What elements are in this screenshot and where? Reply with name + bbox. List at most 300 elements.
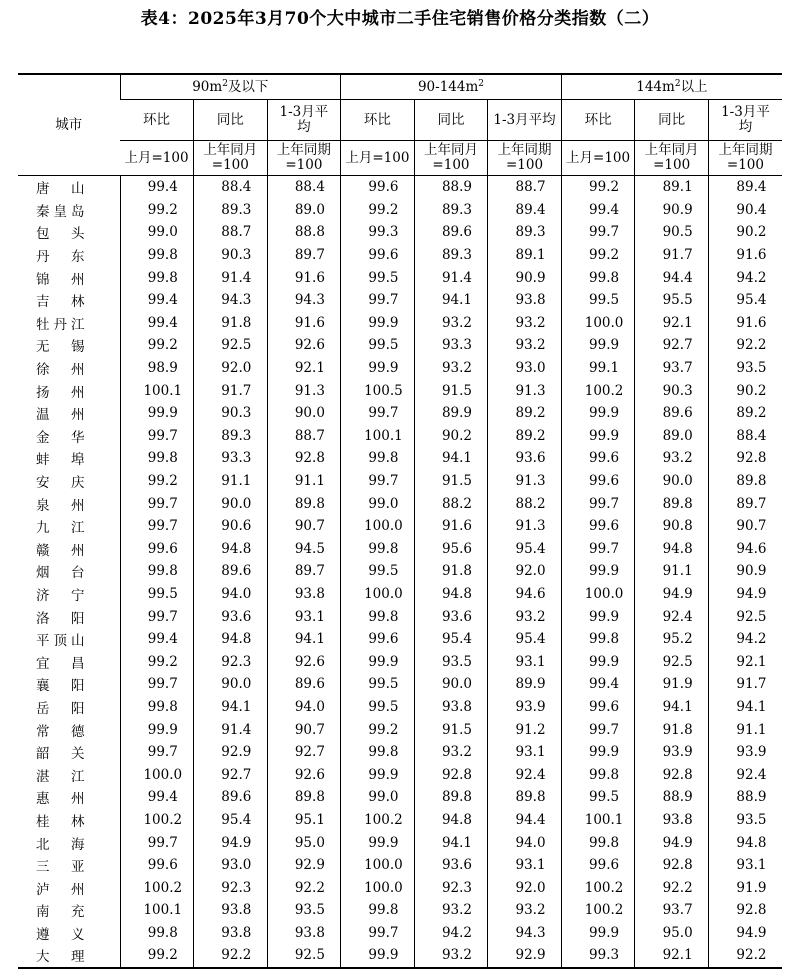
- index-value-cell: 99.7: [561, 718, 635, 741]
- index-value-cell: 89.6: [194, 560, 268, 583]
- index-value-cell: 93.3: [414, 334, 488, 357]
- index-value-cell: 95.4: [194, 809, 268, 832]
- index-value-cell: 94.8: [194, 628, 268, 651]
- table-row: [18, 899, 782, 922]
- city-name-cell: 无锡: [36, 339, 86, 356]
- index-value-cell: 91.9: [708, 876, 782, 899]
- index-value-cell: 99.9: [561, 741, 635, 764]
- index-value-cell: 91.1: [708, 718, 782, 741]
- index-value-cell: 92.2: [635, 876, 709, 899]
- index-value-cell: 92.9: [267, 854, 341, 877]
- city-name-cell: 常德: [36, 723, 86, 740]
- index-value-cell: 99.6: [561, 470, 635, 493]
- index-value-cell: 94.3: [194, 289, 268, 312]
- index-value-cell: 99.3: [561, 944, 635, 968]
- index-value-cell: 99.7: [120, 515, 194, 538]
- index-value-cell: 99.7: [341, 922, 415, 945]
- table-row: [18, 854, 782, 877]
- index-value-cell: 89.3: [414, 199, 488, 222]
- index-value-cell: 90.7: [708, 515, 782, 538]
- index-value-cell: 90.9: [488, 266, 562, 289]
- index-value-cell: 91.3: [488, 515, 562, 538]
- index-value-cell: 88.2: [414, 492, 488, 515]
- index-value-cell: 90.5: [635, 221, 709, 244]
- index-value-cell: 88.2: [488, 492, 562, 515]
- index-value-cell: 95.4: [414, 628, 488, 651]
- city-name-cell: 遵义: [36, 926, 86, 943]
- index-value-cell: 92.6: [267, 334, 341, 357]
- index-value-cell: 94.8: [708, 831, 782, 854]
- city-name-cell: 金华: [36, 429, 86, 446]
- index-value-cell: 99.5: [341, 560, 415, 583]
- city-name-cell: 蚌埠: [36, 452, 86, 469]
- index-value-cell: 94.1: [635, 696, 709, 719]
- sub-header-mom: 环比: [120, 100, 194, 141]
- index-value-cell: 92.1: [267, 357, 341, 380]
- index-value-cell: 93.1: [488, 854, 562, 877]
- index-value-cell: 93.8: [635, 809, 709, 832]
- index-value-cell: 95.1: [267, 809, 341, 832]
- index-value-cell: 89.3: [488, 221, 562, 244]
- sub-header-mom: 环比: [561, 100, 635, 141]
- index-value-cell: 100.2: [561, 379, 635, 402]
- index-value-cell: 92.9: [194, 741, 268, 764]
- index-value-cell: 99.8: [561, 763, 635, 786]
- city-name-cell: 丹东: [36, 249, 86, 266]
- index-value-cell: 90.2: [414, 425, 488, 448]
- city-name-cell: 洛阳: [36, 610, 86, 627]
- index-value-cell: 99.8: [120, 696, 194, 719]
- index-value-cell: 91.8: [414, 560, 488, 583]
- index-value-cell: 90.0: [635, 470, 709, 493]
- index-value-cell: 89.8: [488, 786, 562, 809]
- table-row: [18, 447, 782, 470]
- index-value-cell: 94.1: [414, 447, 488, 470]
- index-value-cell: 99.4: [120, 786, 194, 809]
- table-row: [18, 221, 782, 244]
- index-value-cell: 92.6: [267, 763, 341, 786]
- index-value-cell: 93.2: [488, 605, 562, 628]
- city-name-cell: 惠州: [36, 791, 86, 808]
- index-value-cell: 89.2: [488, 402, 562, 425]
- index-value-cell: 92.1: [635, 312, 709, 335]
- sub-header-yoy: 同比: [414, 100, 488, 141]
- index-value-cell: 94.1: [414, 289, 488, 312]
- index-value-cell: 94.8: [414, 809, 488, 832]
- index-value-cell: 94.3: [267, 289, 341, 312]
- index-value-cell: 95.4: [488, 628, 562, 651]
- index-value-cell: 99.6: [341, 628, 415, 651]
- index-value-cell: 90.9: [635, 199, 709, 222]
- index-value-cell: 99.2: [120, 199, 194, 222]
- index-value-cell: 92.3: [194, 876, 268, 899]
- index-value-cell: 99.9: [341, 944, 415, 968]
- index-value-cell: 89.2: [708, 402, 782, 425]
- index-value-cell: 99.8: [341, 605, 415, 628]
- index-value-cell: 95.2: [635, 628, 709, 651]
- index-value-cell: 89.9: [488, 673, 562, 696]
- index-value-cell: 91.1: [267, 470, 341, 493]
- city-name-cell: 宜昌: [36, 655, 86, 672]
- index-value-cell: 89.0: [635, 425, 709, 448]
- table-row: [18, 922, 782, 945]
- index-value-cell: 92.5: [194, 334, 268, 357]
- index-value-cell: 89.4: [708, 176, 782, 199]
- index-value-cell: 91.4: [194, 266, 268, 289]
- city-name-cell: 北海: [36, 836, 86, 853]
- index-value-cell: 93.8: [488, 289, 562, 312]
- base-header: 上年同月=100: [414, 141, 488, 176]
- index-value-cell: 88.9: [414, 176, 488, 199]
- index-value-cell: 99.8: [120, 266, 194, 289]
- index-value-cell: 92.9: [488, 944, 562, 968]
- index-value-cell: 93.7: [635, 357, 709, 380]
- index-value-cell: 100.0: [341, 854, 415, 877]
- base-header: 上年同期=100: [708, 141, 782, 176]
- index-value-cell: 99.4: [120, 628, 194, 651]
- city-name-cell: 三亚: [36, 859, 86, 876]
- sub-header-avg: 1-3月平均: [267, 100, 341, 141]
- index-value-cell: 99.9: [341, 831, 415, 854]
- index-value-cell: 99.8: [561, 266, 635, 289]
- index-value-cell: 95.6: [414, 538, 488, 561]
- index-value-cell: 99.9: [341, 357, 415, 380]
- index-value-cell: 90.3: [194, 402, 268, 425]
- index-value-cell: 93.2: [414, 312, 488, 335]
- index-value-cell: 94.8: [194, 538, 268, 561]
- index-value-cell: 91.3: [488, 379, 562, 402]
- city-name-cell: 襄阳: [36, 678, 86, 695]
- table-row: [18, 199, 782, 222]
- base-header: 上年同期=100: [488, 141, 562, 176]
- index-value-cell: 99.5: [341, 673, 415, 696]
- index-value-cell: 94.1: [414, 831, 488, 854]
- index-value-cell: 94.8: [635, 538, 709, 561]
- index-value-cell: 91.5: [414, 470, 488, 493]
- city-name-cell: 牡丹江: [36, 316, 86, 333]
- index-value-cell: 92.8: [708, 899, 782, 922]
- index-value-cell: 99.4: [561, 199, 635, 222]
- index-value-cell: 91.6: [708, 244, 782, 267]
- table-row: [18, 402, 782, 425]
- index-value-cell: 91.6: [267, 266, 341, 289]
- index-value-cell: 94.9: [194, 831, 268, 854]
- index-value-cell: 90.2: [708, 379, 782, 402]
- index-value-cell: 93.6: [414, 605, 488, 628]
- index-value-cell: 94.1: [708, 696, 782, 719]
- index-value-cell: 99.9: [561, 334, 635, 357]
- index-value-cell: 99.9: [561, 425, 635, 448]
- table-row: [18, 628, 782, 651]
- city-name-cell: 赣州: [36, 542, 86, 559]
- index-value-cell: 93.9: [635, 741, 709, 764]
- table-row: [18, 425, 782, 448]
- index-value-cell: 93.5: [267, 899, 341, 922]
- index-value-cell: 94.1: [194, 696, 268, 719]
- base-header: 上年同月=100: [194, 141, 268, 176]
- index-value-cell: 98.9: [120, 357, 194, 380]
- index-value-cell: 99.9: [341, 763, 415, 786]
- index-value-cell: 100.5: [341, 379, 415, 402]
- index-value-cell: 91.3: [267, 379, 341, 402]
- index-value-cell: 99.4: [120, 289, 194, 312]
- table-row: [18, 312, 782, 335]
- sub-header-avg: 1-3月平均: [708, 100, 782, 141]
- index-value-cell: 99.4: [561, 673, 635, 696]
- index-value-cell: 92.7: [267, 741, 341, 764]
- index-value-cell: 99.7: [341, 402, 415, 425]
- index-value-cell: 91.2: [488, 718, 562, 741]
- index-value-cell: 99.2: [120, 334, 194, 357]
- table-row: [18, 650, 782, 673]
- index-value-cell: 95.5: [635, 289, 709, 312]
- index-value-cell: 92.7: [635, 334, 709, 357]
- index-value-cell: 93.8: [194, 899, 268, 922]
- table-row: [18, 538, 782, 561]
- table-row: [18, 696, 782, 719]
- index-value-cell: 94.4: [488, 809, 562, 832]
- index-value-cell: 99.7: [341, 470, 415, 493]
- index-value-cell: 99.8: [561, 831, 635, 854]
- index-value-cell: 90.4: [708, 199, 782, 222]
- city-name-cell: 烟台: [36, 565, 86, 582]
- index-value-cell: 93.1: [488, 741, 562, 764]
- city-name-cell: 秦皇岛: [36, 203, 86, 220]
- index-value-cell: 91.9: [635, 673, 709, 696]
- city-name-cell: 吉林: [36, 294, 86, 311]
- index-value-cell: 99.7: [120, 831, 194, 854]
- table-row: [18, 515, 782, 538]
- base-header: 上年同期=100: [267, 141, 341, 176]
- index-value-cell: 93.2: [488, 899, 562, 922]
- city-name-cell: 包头: [36, 226, 86, 243]
- index-value-cell: 94.4: [635, 266, 709, 289]
- index-value-cell: 99.5: [561, 786, 635, 809]
- index-value-cell: 92.0: [488, 560, 562, 583]
- index-value-cell: 99.8: [120, 560, 194, 583]
- index-value-cell: 88.9: [635, 786, 709, 809]
- index-value-cell: 91.4: [414, 266, 488, 289]
- index-value-cell: 90.0: [267, 402, 341, 425]
- index-value-cell: 88.4: [708, 425, 782, 448]
- base-header: 上月=100: [120, 141, 194, 176]
- index-value-cell: 99.7: [561, 538, 635, 561]
- index-value-cell: 91.5: [414, 379, 488, 402]
- index-value-cell: 92.8: [414, 763, 488, 786]
- table-row: [18, 289, 782, 312]
- city-name-cell: 安庆: [36, 475, 86, 492]
- index-value-cell: 99.6: [561, 447, 635, 470]
- index-value-cell: 100.2: [120, 809, 194, 832]
- index-value-cell: 94.6: [488, 583, 562, 606]
- index-value-cell: 99.8: [120, 922, 194, 945]
- table-row: [18, 809, 782, 832]
- index-value-cell: 99.4: [120, 312, 194, 335]
- city-name-cell: 徐州: [36, 362, 86, 379]
- index-value-cell: 99.8: [341, 741, 415, 764]
- index-value-cell: 91.6: [267, 312, 341, 335]
- index-value-cell: 90.3: [194, 244, 268, 267]
- table-row: [18, 763, 782, 786]
- sub-header-mom: 环比: [341, 100, 415, 141]
- index-value-cell: 93.5: [414, 650, 488, 673]
- city-name-cell: 大理: [18, 944, 120, 968]
- index-value-cell: 99.4: [120, 176, 194, 199]
- index-value-cell: 88.7: [267, 425, 341, 448]
- index-value-cell: 93.2: [414, 741, 488, 764]
- index-value-cell: 99.9: [561, 922, 635, 945]
- index-value-cell: 90.0: [414, 673, 488, 696]
- index-value-cell: 99.9: [561, 650, 635, 673]
- index-value-cell: 92.8: [635, 763, 709, 786]
- index-value-cell: 93.5: [708, 809, 782, 832]
- index-value-cell: 99.2: [120, 470, 194, 493]
- index-value-cell: 93.5: [708, 357, 782, 380]
- index-value-cell: 90.7: [267, 718, 341, 741]
- index-value-cell: 99.2: [120, 650, 194, 673]
- table-row: [18, 718, 782, 741]
- index-value-cell: 99.7: [561, 492, 635, 515]
- city-name-cell: 唐山: [36, 181, 86, 198]
- index-value-cell: 89.8: [414, 786, 488, 809]
- index-value-cell: 89.3: [414, 244, 488, 267]
- index-value-cell: 99.5: [120, 583, 194, 606]
- group-header-under-90: $90m^2$及以下: [120, 74, 341, 100]
- index-value-cell: 90.7: [267, 515, 341, 538]
- table-row: [18, 786, 782, 809]
- index-value-cell: 99.5: [341, 696, 415, 719]
- index-value-cell: 99.6: [120, 538, 194, 561]
- index-value-cell: 93.8: [194, 922, 268, 945]
- index-value-cell: 99.8: [341, 538, 415, 561]
- index-value-cell: 88.7: [488, 176, 562, 199]
- index-value-cell: 93.9: [488, 696, 562, 719]
- index-value-cell: 89.1: [488, 244, 562, 267]
- index-value-cell: 93.8: [267, 583, 341, 606]
- index-value-cell: 99.8: [341, 899, 415, 922]
- index-value-cell: 88.4: [267, 176, 341, 199]
- index-value-cell: 99.2: [341, 718, 415, 741]
- index-value-cell: 99.9: [561, 605, 635, 628]
- index-value-cell: 93.7: [635, 899, 709, 922]
- index-value-cell: 89.7: [708, 492, 782, 515]
- table-row: [18, 831, 782, 854]
- sub-header-avg: 1-3月平均: [488, 100, 562, 141]
- sub-header-yoy: 同比: [635, 100, 709, 141]
- index-value-cell: 91.7: [708, 673, 782, 696]
- index-value-cell: 91.6: [414, 515, 488, 538]
- index-value-cell: 94.0: [267, 696, 341, 719]
- index-value-cell: 93.8: [414, 696, 488, 719]
- index-value-cell: 93.2: [414, 357, 488, 380]
- index-value-cell: 92.1: [635, 944, 709, 968]
- index-value-cell: 92.2: [708, 334, 782, 357]
- index-value-cell: 99.7: [120, 673, 194, 696]
- index-value-cell: 89.4: [488, 199, 562, 222]
- index-value-cell: 92.6: [267, 650, 341, 673]
- index-value-cell: 99.2: [120, 944, 194, 968]
- index-value-cell: 92.4: [488, 763, 562, 786]
- index-value-cell: 92.4: [635, 605, 709, 628]
- index-value-cell: 99.6: [341, 244, 415, 267]
- index-value-cell: 91.3: [488, 470, 562, 493]
- index-value-cell: 93.2: [635, 447, 709, 470]
- index-value-cell: 94.8: [414, 583, 488, 606]
- table-body: [18, 176, 782, 968]
- group-header-over-144: $144m^2$以上: [561, 74, 782, 100]
- index-value-cell: 99.0: [120, 221, 194, 244]
- index-value-cell: 99.7: [341, 289, 415, 312]
- index-value-cell: 93.9: [708, 741, 782, 764]
- index-value-cell: 92.8: [708, 447, 782, 470]
- index-value-cell: 92.3: [414, 876, 488, 899]
- index-value-cell: 94.0: [488, 831, 562, 854]
- index-value-cell: 99.7: [120, 425, 194, 448]
- index-value-cell: 91.1: [635, 560, 709, 583]
- index-value-cell: 88.9: [708, 786, 782, 809]
- table-row: [18, 741, 782, 764]
- index-value-cell: 92.3: [194, 650, 268, 673]
- city-name-cell: 锦州: [36, 271, 86, 288]
- index-value-cell: 99.8: [120, 447, 194, 470]
- index-value-cell: 91.8: [194, 312, 268, 335]
- city-name-cell: 湛江: [36, 768, 86, 785]
- index-value-cell: 99.9: [341, 650, 415, 673]
- index-value-cell: 89.1: [635, 176, 709, 199]
- index-value-cell: 99.5: [341, 334, 415, 357]
- index-value-cell: 95.4: [708, 289, 782, 312]
- index-value-cell: 99.8: [120, 244, 194, 267]
- index-value-cell: 93.1: [267, 605, 341, 628]
- index-value-cell: 99.8: [561, 628, 635, 651]
- table-row: [18, 244, 782, 267]
- index-value-cell: 99.7: [120, 605, 194, 628]
- index-value-cell: 90.0: [194, 673, 268, 696]
- city-name-cell: 泸州: [36, 881, 86, 898]
- index-value-cell: 99.0: [341, 786, 415, 809]
- index-value-cell: 99.9: [561, 402, 635, 425]
- table-row: [18, 944, 782, 968]
- table-row: [18, 176, 782, 199]
- index-value-cell: 90.2: [708, 221, 782, 244]
- index-value-cell: 94.2: [414, 922, 488, 945]
- city-name-cell: 泉州: [36, 497, 86, 514]
- city-name-cell: 韶关: [36, 746, 86, 763]
- table-row: [18, 266, 782, 289]
- index-value-cell: 94.9: [708, 583, 782, 606]
- index-value-cell: 99.5: [561, 289, 635, 312]
- index-value-cell: 99.0: [341, 492, 415, 515]
- index-value-cell: 100.0: [561, 312, 635, 335]
- index-value-cell: 94.5: [267, 538, 341, 561]
- index-value-cell: 100.0: [341, 515, 415, 538]
- city-name-cell: 温州: [36, 407, 86, 424]
- index-value-cell: 99.2: [341, 199, 415, 222]
- index-value-cell: 99.8: [341, 447, 415, 470]
- index-value-cell: 100.1: [561, 809, 635, 832]
- table-row: [18, 334, 782, 357]
- index-value-cell: 93.1: [488, 650, 562, 673]
- index-value-cell: 89.8: [267, 492, 341, 515]
- price-index-table: [18, 73, 782, 969]
- index-value-cell: 91.8: [635, 718, 709, 741]
- index-value-cell: 99.7: [120, 741, 194, 764]
- city-name-cell: 扬州: [36, 384, 86, 401]
- index-value-cell: 95.4: [488, 538, 562, 561]
- index-value-cell: 99.5: [341, 266, 415, 289]
- index-value-cell: 92.1: [708, 650, 782, 673]
- index-value-cell: 89.8: [635, 492, 709, 515]
